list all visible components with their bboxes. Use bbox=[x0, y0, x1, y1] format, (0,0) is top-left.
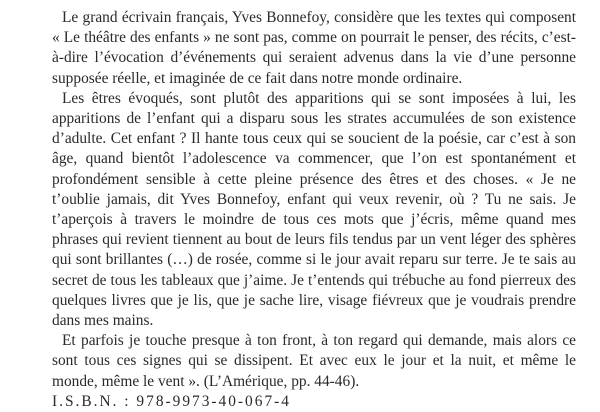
paragraph-quote-end: Et parfois je touche presque à ton front, à ton regard qui demande, mais alors ce sont tous ces signes qui se dissipent. Et avec eux le jour et la nuit, et même le monde, même le vent ». (L’Amérique, pp. 44-46). bbox=[52, 332, 576, 390]
isbn-line: I.S.B.N. : 978-9973-40-067-4 bbox=[52, 392, 291, 410]
text-body bbox=[52, 8, 576, 412]
paragraph-intro: Le grand écrivain français, Yves Bonnefoy, considère que les textes qui composent « Le théâtre des enfants » ne sont pas, comme on pourrait le penser, des récits, c’est-à-dire l’évocation d’événements qui seraient advenus dans la vie d’une personne supposée réelle, et imaginée de ce fait dans notre monde ordinaire. bbox=[52, 9, 576, 87]
paragraph-apparitions: Les êtres évoqués, sont plutôt des apparitions qui se sont imposées à lui, les apparitions de l’enfant qui a disparu sous les strates accumulées de son existence d’adulte. Cet enfant ? Il hante tous ceux qui se soucient de la poésie, car c’est à son âge, quand bientôt l’adolescence va commencer, que l’on est spontanément et profondément sensible à cette pleine présence des êtres et des choses. « Je ne t’oublie jamais, dit Yves Bonnefoy, enfant qui veux revenir, où ? Tu ne sais. Je t’aperçois à travers le moindre de tous ces mots que j’écris, même quand mes phrases qui revient tiennent au bout de leurs fils tendus par un vent léger des sphères qui sont brillantes (…) de rosée, comme si le jour avait reparu sur terre. Je te sais au secret de tous les tableaux que j’aime. Je t’entends qui trébuche au fond pierreux des quelques livres que je lis, que je sache lire, visage fiévreux que je voudrais prendre dans mes mains. bbox=[52, 89, 576, 330]
